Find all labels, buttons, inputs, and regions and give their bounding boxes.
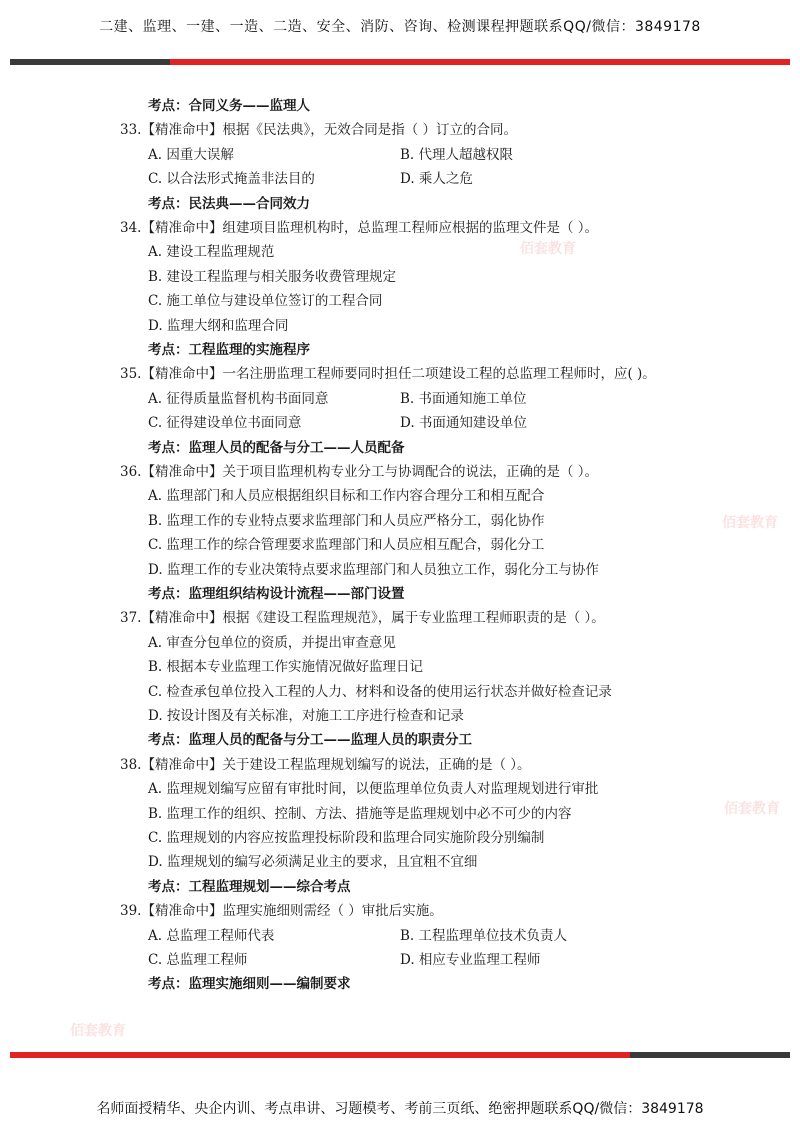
answer-option: D. 监理大纲和监理合同 — [148, 318, 289, 334]
answer-option: D. 监理工作的专业决策特点要求监理部门和人员独立工作，弱化分工与协作 — [148, 562, 599, 578]
question-text: 39.【精准命中】监理实施细则需经（ ）审批后实施。 — [120, 903, 443, 919]
question-text: 36.【精准命中】关于项目监理机构专业分工与协调配合的说法，正确的是（ ）。 — [120, 464, 599, 480]
watermark-logo: 佰套教育 — [520, 241, 576, 257]
exam-point-label: 考点：监理人员的配备与分工——人员配备 — [148, 440, 405, 456]
question-text: 37.【精准命中】根据《建设工程监理规范》，属于专业监理工程师职责的是（ ）。 — [120, 610, 605, 626]
exam-point-label: 考点：工程监理规划——综合考点 — [148, 879, 351, 895]
answer-option: B. 根据本专业监理工作实施情况做好监理日记 — [148, 659, 424, 675]
exam-point-label: 考点：监理实施细则——编制要求 — [148, 976, 351, 992]
answer-option: A. 总监理工程师代表 — [148, 928, 275, 944]
exam-point-label: 考点：合同义务——监理人 — [148, 98, 310, 114]
answer-option: D. 相应专业监理工程师 — [400, 952, 541, 968]
question-text: 33.【精准命中】根据《民法典》，无效合同是指（ ）订立的合同。 — [120, 122, 518, 138]
answer-option: A. 建设工程监理规范 — [148, 244, 275, 260]
footer-divider-bar — [10, 1052, 790, 1058]
answer-option: C. 总监理工程师 — [148, 952, 248, 968]
question-text: 34.【精准命中】组建项目监理机构时，总监理工程师应根据的监理文件是（ ）。 — [120, 220, 599, 236]
answer-option: C. 征得建设单位书面同意 — [148, 415, 302, 431]
answer-option: D. 书面通知建设单位 — [400, 415, 527, 431]
watermark-logo: 佰套教育 — [722, 515, 778, 531]
exam-point-label: 考点：监理人员的配备与分工——监理人员的职责分工 — [148, 732, 472, 748]
answer-option: A. 征得质量监督机构书面同意 — [148, 391, 329, 407]
answer-option: A. 监理规划编写应留有审批时间，以便监理单位负责人对监理规划进行审批 — [148, 781, 599, 797]
exam-point-label: 考点：民法典——合同效力 — [148, 196, 310, 212]
answer-option: B. 建设工程监理与相关服务收费管理规定 — [148, 269, 397, 285]
answer-option: D. 乘人之危 — [400, 171, 473, 187]
answer-option: C. 监理工作的综合管理要求监理部门和人员应相互配合，弱化分工 — [148, 537, 545, 553]
answer-option: C. 以合法形式掩盖非法目的 — [148, 171, 315, 187]
answer-option: A. 审查分包单位的资质，并提出审查意见 — [148, 635, 396, 651]
answer-option: B. 工程监理单位技术负责人 — [400, 928, 568, 944]
page-header-text: 二建、监理、一建、一造、二造、安全、消防、咨询、检测课程押题联系QQ/微信：3849178 — [99, 19, 701, 35]
exam-point-label: 考点：监理组织结构设计流程——部门设置 — [148, 586, 405, 602]
answer-option: B. 代理人超越权限 — [400, 147, 514, 163]
answer-option: D. 监理规划的编写必须满足业主的要求，且宜粗不宜细 — [148, 854, 478, 870]
answer-option: A. 因重大误解 — [148, 147, 234, 163]
exam-point-label: 考点：工程监理的实施程序 — [148, 342, 310, 358]
answer-option: C. 施工单位与建设单位签订的工程合同 — [148, 293, 383, 309]
answer-option: C. 监理规划的内容应按监理投标阶段和监理合同实施阶段分别编制 — [148, 830, 545, 846]
question-text: 35.【精准命中】一名注册监理工程师要同时担任二项建设工程的总监理工程师时，应( )。 — [120, 366, 656, 382]
header-divider-bar — [10, 59, 790, 65]
page-footer-text: 名师面授精华、央企内训、考点串讲、习题模考、考前三页纸、绝密押题联系QQ/微信：3849178 — [96, 1101, 704, 1117]
question-text: 38.【精准命中】关于建设工程监理规划编写的说法，正确的是（ ）。 — [120, 757, 531, 773]
watermark-logo: 佰套教育 — [724, 801, 780, 817]
answer-option: C. 检查承包单位投入工程的人力、材料和设备的使用运行状态并做好检查记录 — [148, 684, 612, 700]
answer-option: B. 监理工作的专业特点要求监理部门和人员应严格分工，弱化协作 — [148, 513, 545, 529]
answer-option: D. 按设计图及有关标准，对施工工序进行检查和记录 — [148, 708, 464, 724]
watermark-logo: 佰套教育 — [70, 1023, 126, 1039]
answer-option: B. 监理工作的组织、控制、方法、措施等是监理规划中必不可少的内容 — [148, 806, 572, 822]
answer-option: B. 书面通知施工单位 — [400, 391, 527, 407]
answer-option: A. 监理部门和人员应根据组织目标和工作内容合理分工和相互配合 — [148, 488, 545, 504]
